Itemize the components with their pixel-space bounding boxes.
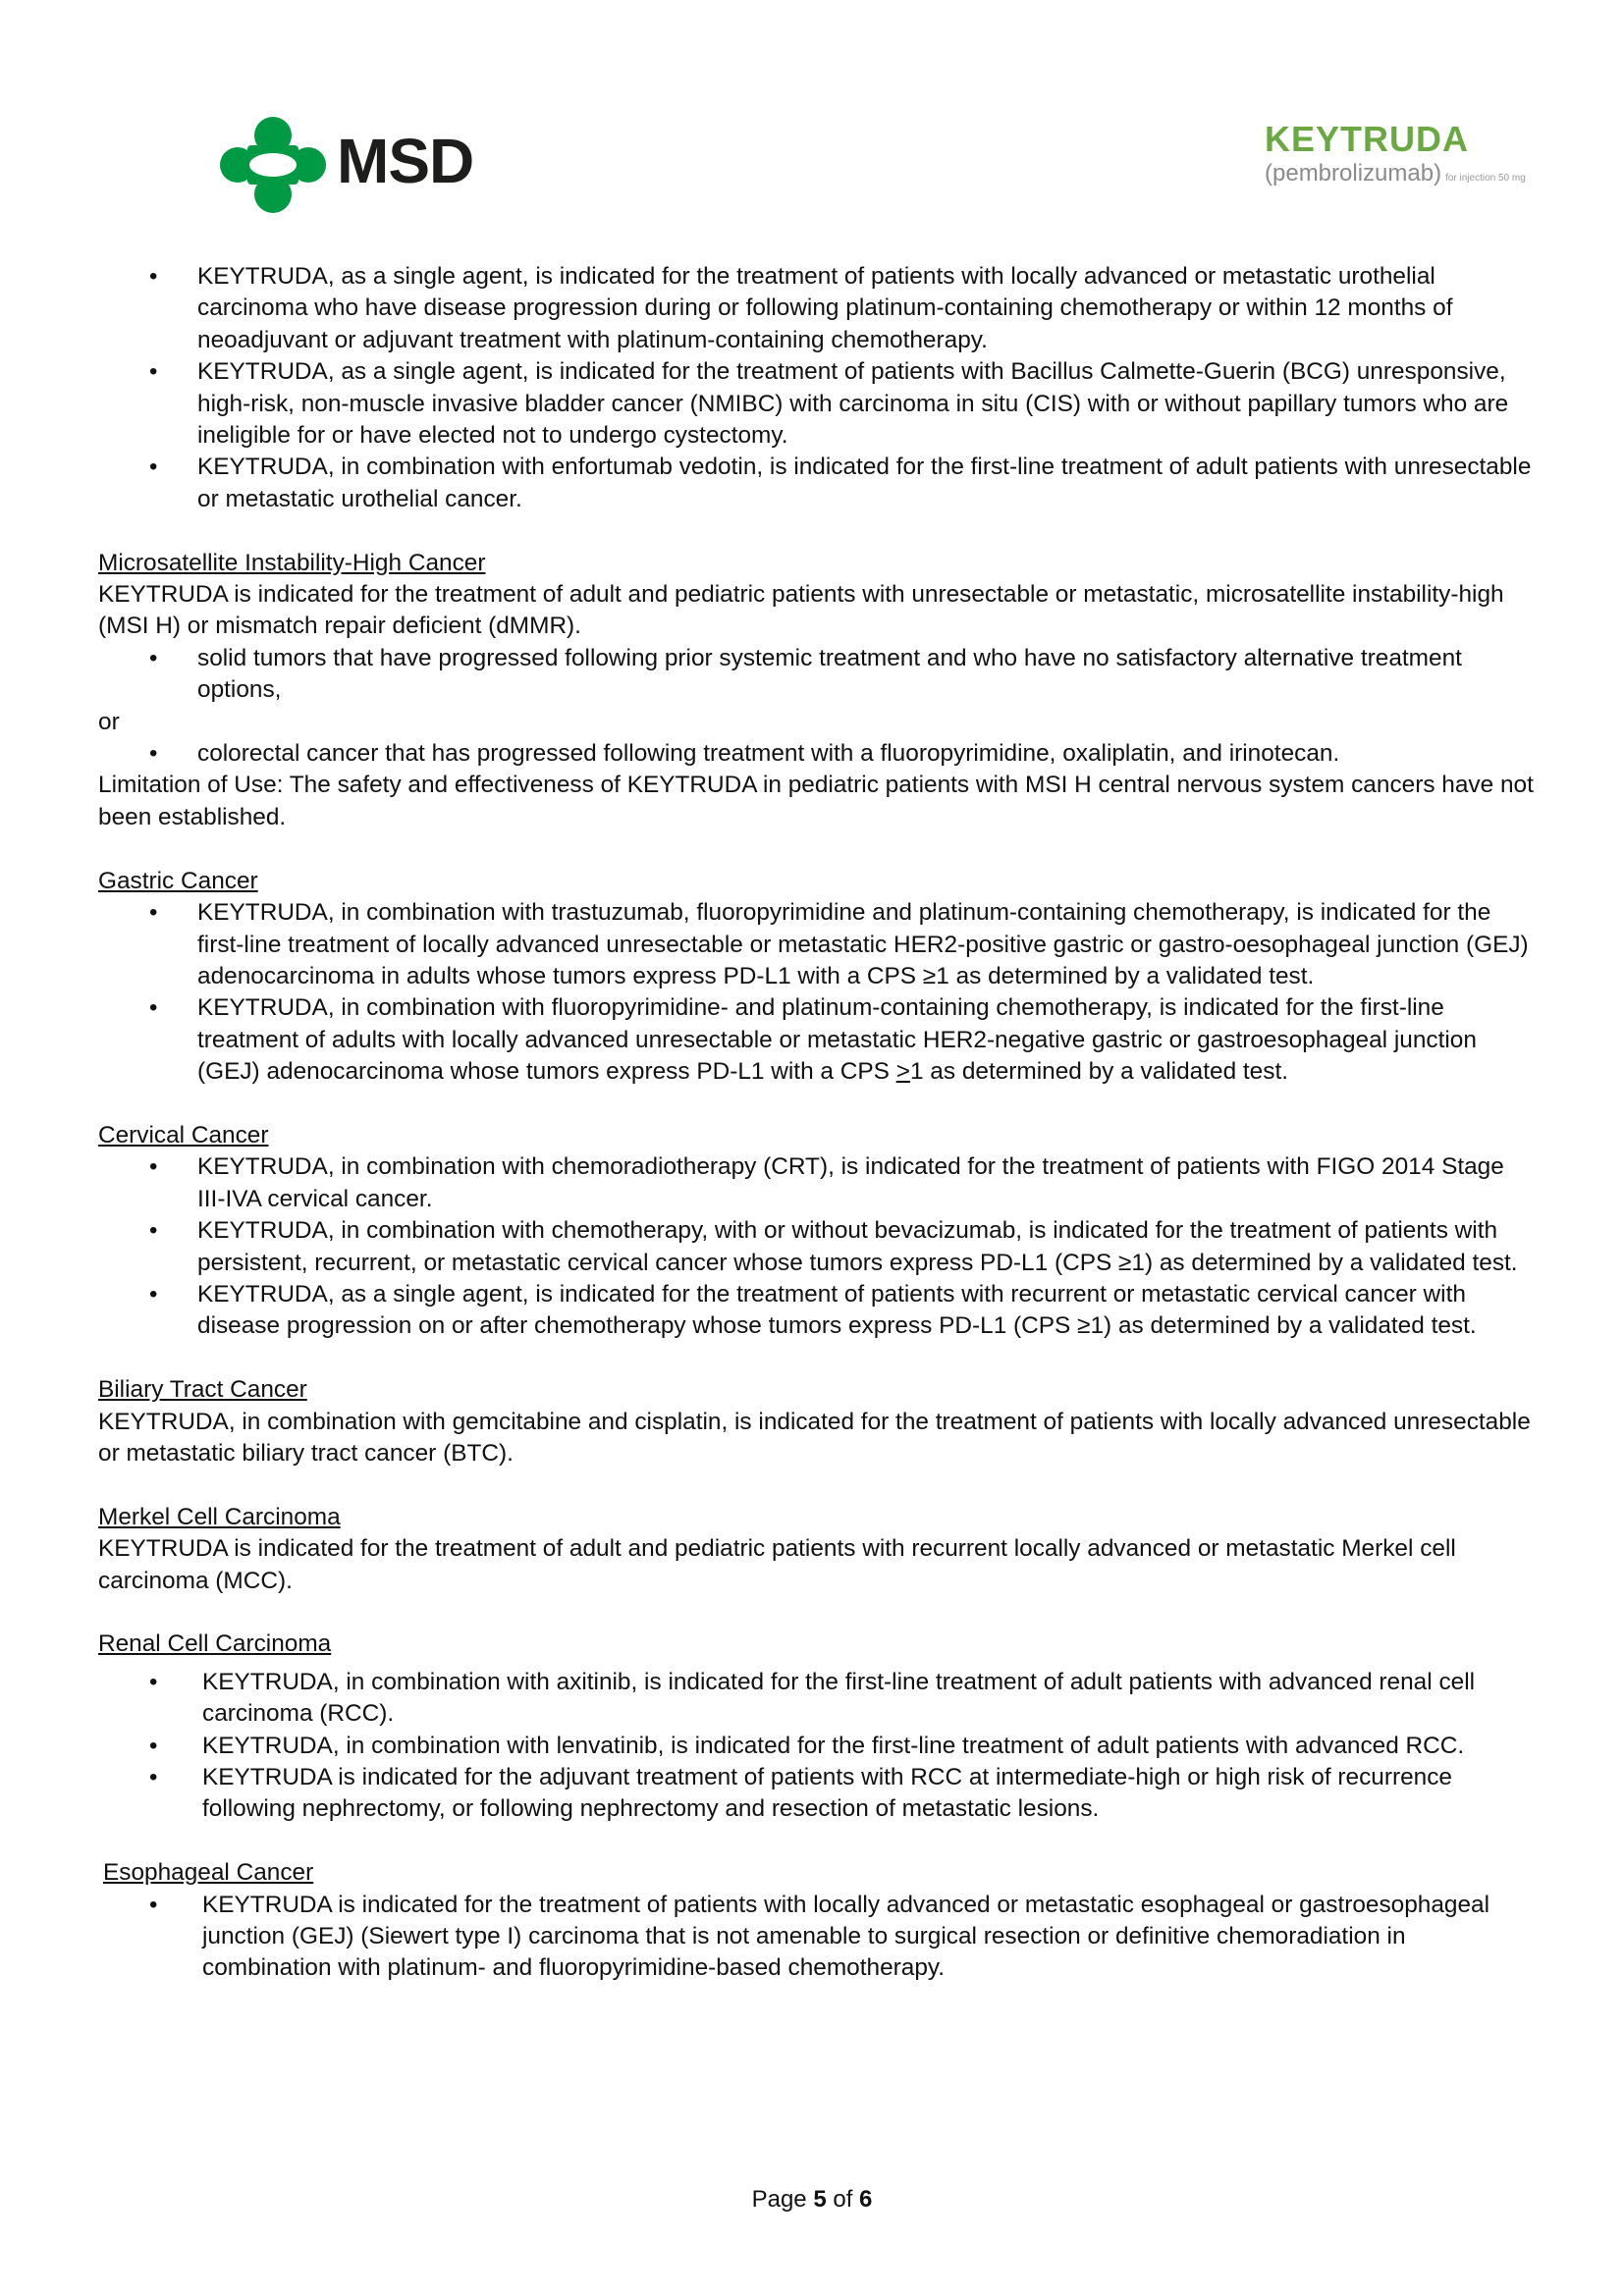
keytruda-logo-sub — [1265, 160, 1526, 191]
msi-heading: Microsatellite Instability-High Cancer — [98, 549, 486, 576]
renal-list — [98, 1667, 1534, 1826]
gastric-item2-text: KEYTRUDA, in combination with fluoropyrimidine- and platinum-containing chemotherapy, is indicated for the first-line treatment of adults with locally advanced unresectable or metastatic HER2-negative gastric or gastroesophageal junction (GEJ) adenocarcinoma whose tumors express PD-L1 with a CPS — [197, 994, 1477, 1086]
gastric-item2-text-end: 1 as determined by a validated test. — [909, 1058, 1288, 1086]
gastric-item2-symbol: > — [895, 1058, 910, 1086]
page-number: 5 — [813, 2186, 827, 2213]
list-item: • KEYTRUDA, in combination with chemoradiotherapy (CRT), is indicated for the treatment of patients with FIGO 2014 Stage III-IVA cervical cancer. — [98, 1151, 1534, 1215]
merkel-text: KEYTRUDA is indicated for the treatment of adult and pediatric patients with recurrent locally advanced or metastatic Merkel cell carcinoma (MCC). — [98, 1535, 1456, 1594]
msi-intro: KEYTRUDA is indicated for the treatment of adult and pediatric patients with unresectable or metastatic, microsatellite instability-high (MSI H) or mismatch repair deficient (dMMR). — [98, 581, 1504, 640]
page-of-label: of — [833, 2186, 853, 2213]
cervical-list — [98, 1151, 1534, 1342]
list-item: • KEYTRUDA, in combination with trastuzumab, fluoropyrimidine and platinum-containing chemotherapy, is indicated for the first-line treatment of locally advanced unresectable or metastatic HER2-positive gastric or gastro-oesophageal junction (GEJ) adenocarcinoma in adults whose tumors express PD-L1 with a CPS ≥1 as determined by a validated test. — [98, 897, 1534, 992]
esophageal-list — [98, 1890, 1534, 1985]
page-label: Page — [751, 2186, 807, 2213]
keytruda-logo-word: KEYTRUDA — [1265, 119, 1470, 159]
merkel-heading: Merkel Cell Carcinoma — [98, 1503, 341, 1530]
keytruda-logo — [1265, 119, 1526, 194]
keytruda-logo-sub-text: (pembrolizumab) — [1265, 160, 1442, 187]
list-item: • KEYTRUDA, in combination with axitinib, is indicated for the first-line treatment of adult patients with advanced renal cell carcinoma (RCC). — [98, 1667, 1534, 1731]
msd-logo-text: MSD — [337, 126, 474, 196]
urothelial-list — [98, 261, 1534, 515]
list-item: • KEYTRUDA, in combination with chemotherapy, with or without bevacizumab, is indicated for the treatment of patients with persistent, recurrent, or metastatic cervical cancer whose tumors express PD-L1 (CPS ≥1) as determined by a validated test. — [98, 1215, 1534, 1279]
keytruda-logo-sub-small: for injection 50 mg — [1445, 173, 1526, 184]
gastric-heading: Gastric Cancer — [98, 867, 258, 894]
msi-list-2 — [98, 738, 1534, 770]
esophageal-heading: Esophageal Cancer — [103, 1859, 314, 1887]
msi-or: or — [98, 708, 120, 735]
page-footer — [0, 2185, 1624, 2215]
msd-logo-icon — [220, 116, 326, 214]
list-item: • colorectal cancer that has progressed following treatment with a fluoropyrimidine, oxaliplatin, and irinotecan. — [98, 738, 1534, 770]
msd-logo — [220, 116, 485, 214]
list-item: • KEYTRUDA is indicated for the adjuvant treatment of patients with RCC at intermediate-high or high risk of recurrence following nephrectomy, or following nephrectomy and resection of metastatic lesions. — [98, 1762, 1534, 1826]
renal-heading: Renal Cell Carcinoma — [98, 1630, 332, 1658]
biliary-heading: Biliary Tract Cancer — [98, 1376, 307, 1404]
list-item: • solid tumors that have progressed following prior systemic treatment and who have no satisfactory alternative treatment options, — [98, 643, 1534, 707]
list-item: • KEYTRUDA, in combination with enfortumab vedotin, is indicated for the first-line treatment of adult patients with unresectable or metastatic urothelial cancer. — [98, 452, 1534, 515]
page-total: 6 — [859, 2186, 873, 2213]
document-body — [98, 261, 1534, 1985]
list-item — [98, 992, 1534, 1088]
biliary-text: KEYTRUDA, in combination with gemcitabine and cisplatin, is indicated for the treatment of patients with locally advanced unresectable or metastatic biliary tract cancer (BTC). — [98, 1408, 1531, 1467]
msi-limitation: Limitation of Use: The safety and effectiveness of KEYTRUDA in pediatric patients with MSI H central nervous system cancers have not been established. — [98, 772, 1534, 830]
list-item: • KEYTRUDA, as a single agent, is indicated for the treatment of patients with locally advanced or metastatic urothelial carcinoma who have disease progression during or following platinum-containing chemotherapy or within 12 months of neoadjuvant or adjuvant treatment with platinum-containing chemotherapy. — [98, 261, 1534, 356]
gastric-list — [98, 897, 1534, 1088]
cervical-heading: Cervical Cancer — [98, 1121, 269, 1148]
list-item: • KEYTRUDA, in combination with lenvatinib, is indicated for the first-line treatment of adult patients with advanced RCC. — [98, 1731, 1534, 1762]
list-item: • KEYTRUDA is indicated for the treatment of patients with locally advanced or metastatic esophageal or gastroesophageal junction (GEJ) (Siewert type I) carcinoma that is not amenable to surgical resection or definitive chemoradiation in combination with platinum- and fluoropyrimidine-based chemotherapy. — [98, 1890, 1534, 1985]
list-item: • KEYTRUDA, as a single agent, is indicated for the treatment of patients with recurrent or metastatic cervical cancer with disease progression on or after chemotherapy whose tumors express PD-L1 (CPS ≥1) as determined by a validated test. — [98, 1279, 1534, 1343]
msi-list-1 — [98, 643, 1534, 707]
list-item: • KEYTRUDA, as a single agent, is indicated for the treatment of patients with Bacillus Calmette-Guerin (BCG) unresponsive, high-risk, non-muscle invasive bladder cancer (NMIBC) with carcinoma in situ (CIS) with or without papillary tumors who are ineligible for or have elected not to undergo cystectomy. — [98, 356, 1534, 452]
